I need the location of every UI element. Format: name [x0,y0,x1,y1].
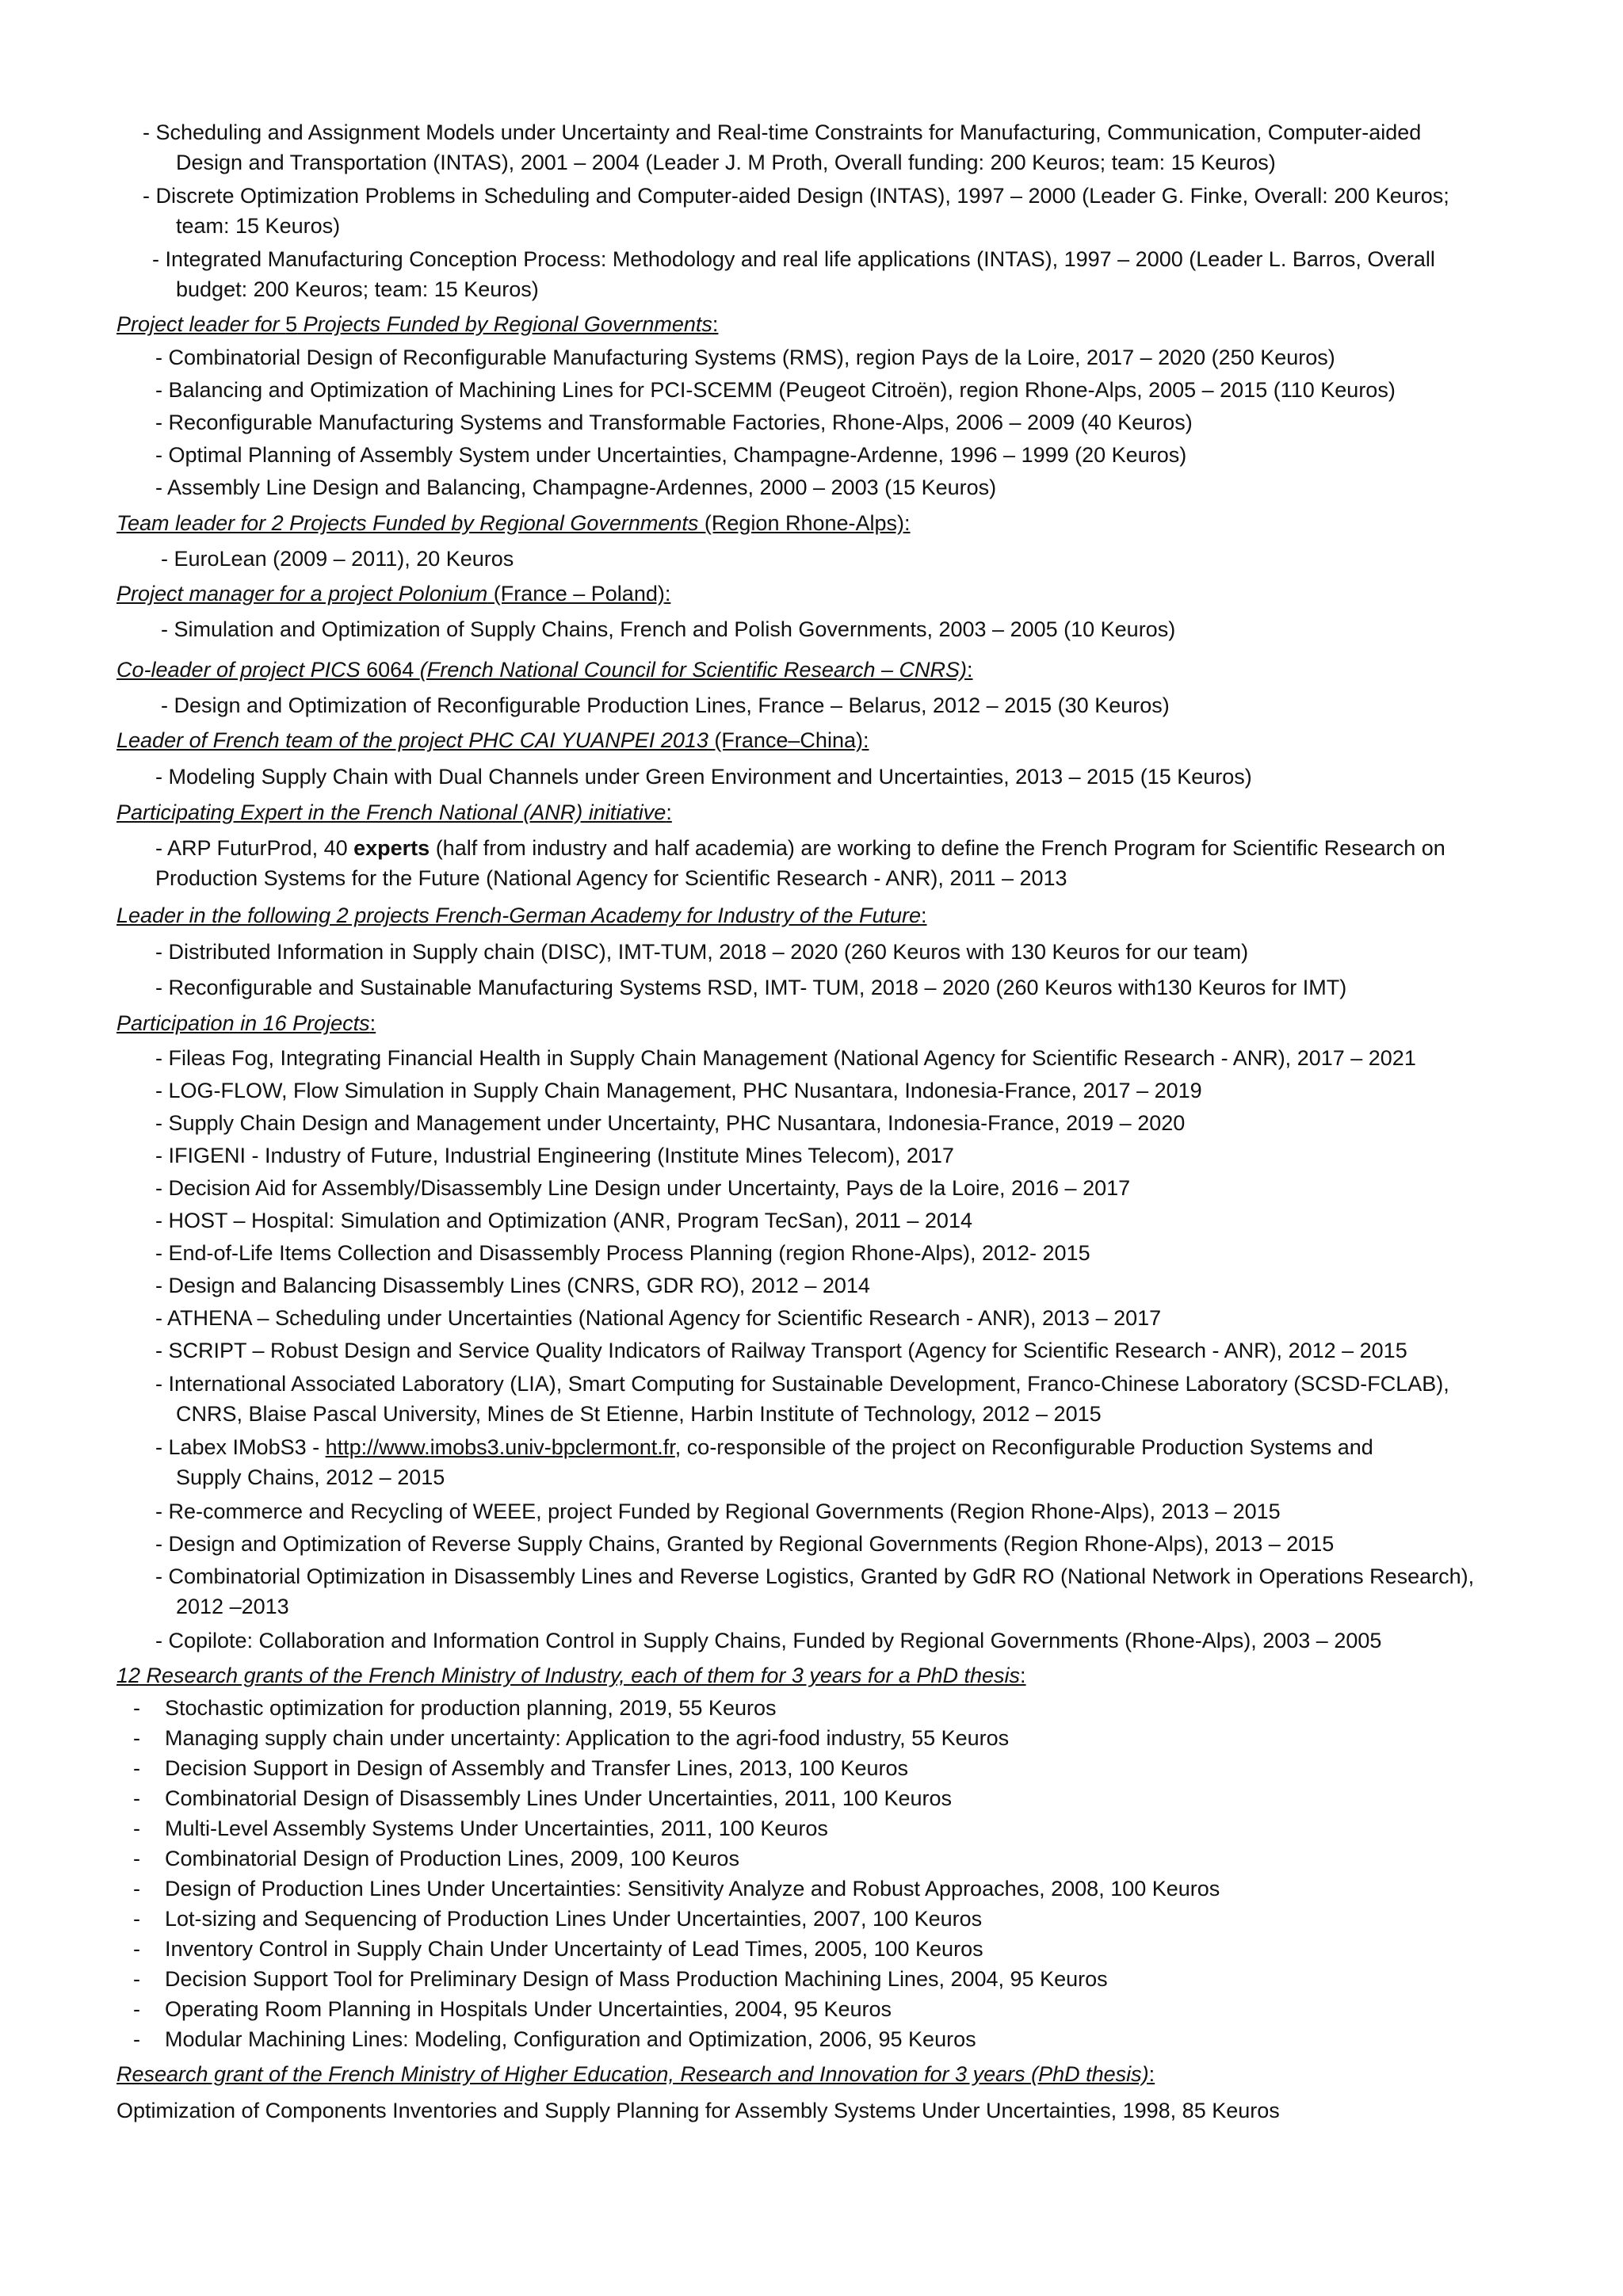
entry-line: Production Systems for the Future (National Agency for Scientific Research - ANR), 2011 – 2013 [155,866,1067,890]
anr-entry [155,833,1515,893]
list-item: - Balancing and Optimization of Machining Lines for PCI-SCEMM (Peugeot Citroën), region Rhone-Alps, 2005 – 2015 (110 Keuros) [155,378,1396,402]
list-item: - Supply Chain Design and Management under Uncertainty, PHC Nusantara, Indonesia-France, 2019 – 2020 [155,1111,1186,1135]
entry-line: Design and Transportation (INTAS), 2001 – 2004 (Leader J. M Proth, Overall funding: 200 Keuros; team: 15 Keuros) [176,151,1276,174]
list-item: - IFIGENI - Industry of Future, Industrial Engineering (Institute Mines Telecom), 2017 [155,1144,954,1167]
grant-item: - Lot-sizing and Sequencing of Production Lines Under Uncertainties, 2007, 100 Keuros [133,1907,983,1931]
entry-line: budget: 200 Keuros; team: 15 Keuros) [176,277,539,301]
grant-item: - Operating Room Planning in Hospitals Under Uncertainties, 2004, 95 Keuros [133,1997,892,2021]
list-item: - Reconfigurable Manufacturing Systems and Transformable Factories, Rhone-Alps, 2006 – 2009 (40 Keuros) [155,411,1193,434]
list-item: - End-of-Life Items Collection and Disassembly Process Planning (region Rhone-Alps), 2012- 2015 [155,1241,1090,1265]
list-item: - Design and Optimization of Reverse Supply Chains, Granted by Regional Governments (Region Rhone-Alps), 2013 – 2015 [155,1532,1335,1556]
grant-item: - Modular Machining Lines: Modeling, Configuration and Optimization, 2006, 95 Keuros [133,2027,976,2051]
grant-item: - Design of Production Lines Under Uncertainties: Sensitivity Analyze and Robust Approaches, 2008, 100 Keuros [133,1877,1220,1901]
grant-item: - Decision Support Tool for Preliminary Design of Mass Production Machining Lines, 2004, 95 Keuros [133,1967,1108,1991]
list-item: - Fileas Fog, Integrating Financial Health in Supply Chain Management (National Agency for Scientific Research - ANR), 2017 – 2021 [155,1046,1416,1070]
entry-line: Supply Chains, 2012 – 2015 [176,1465,445,1489]
section-heading-phc: Leader of French team of the project PHC CAI YUANPEI 2013 (France–China): [116,728,869,752]
labex-link[interactable]: http://www.imobs3.univ-bpclermont.fr [325,1435,675,1459]
entry-line: - International Associated Laboratory (LIA), Smart Computing for Sustainable Development, Franco-Chinese Laboratory (SCSD-FCLAB), [155,1372,1449,1396]
list-item: - Combinatorial Design of Reconfigurable Manufacturing Systems (RMS), region Pays de la Loire, 2017 – 2020 (250 Keuros) [155,346,1335,369]
list-item: - Optimal Planning of Assembly System under Uncertainties, Champagne-Ardenne, 1996 – 1999 (20 Keuros) [155,443,1187,467]
entry-line: team: 15 Keuros) [176,214,341,238]
combi-entry [155,1561,1515,1622]
grant-item: - Stochastic optimization for production planning, 2019, 55 Keuros [133,1696,777,1720]
list-item: - Modeling Supply Chain with Dual Channels under Green Environment and Uncertainties, 2013 – 2015 (15 Keuros) [155,765,1252,789]
section-heading-ministry-higher: Research grant of the French Ministry of Higher Education, Research and Innovation for 3 years (PhD thesis): [116,2062,1155,2086]
entry-line: - Scheduling and Assignment Models under Uncertainty and Real-time Constraints for Manufacturing, Communication, Computer-aided [143,120,1422,144]
section-heading-anr: Participating Expert in the French National (ANR) initiative: [116,800,672,824]
section-heading-team-leader: Team leader for 2 Projects Funded by Regional Governments (Region Rhone-Alps): [116,511,911,535]
section-heading-pics: Co-leader of project PICS 6064 (French National Council for Scientific Research – CNRS): [116,658,973,682]
list-item: - Reconfigurable and Sustainable Manufacturing Systems RSD, IMT- TUM, 2018 – 2020 (260 Keuros with130 Keuros for IMT) [155,976,1347,999]
intas-entry [143,181,1515,241]
grant-item: - Managing supply chain under uncertainty: Application to the agri-food industry, 55 Keuros [133,1726,1010,1750]
list-item: - Assembly Line Design and Balancing, Champagne-Ardennes, 2000 – 2003 (15 Keuros) [155,476,997,499]
labex-entry [155,1432,1515,1492]
entry-line: - Discrete Optimization Problems in Scheduling and Computer-aided Design (INTAS), 1997 – 2000 (Leader G. Finke, Overall: 200 Keuros; [143,184,1449,208]
grant-item: - Combinatorial Design of Disassembly Lines Under Uncertainties, 2011, 100 Keuros [133,1786,953,1810]
lia-entry [155,1369,1515,1429]
section-heading-polonium: Project manager for a project Polonium (France – Poland): [116,582,671,606]
grant-item: Optimization of Components Inventories and Supply Planning for Assembly Systems Under Uncertainties, 1998, 85 Keuros [116,2099,1280,2122]
list-item: - EuroLean (2009 – 2011), 20 Keuros [161,547,514,571]
list-item: - HOST – Hospital: Simulation and Optimization (ANR, Program TecSan), 2011 – 2014 [155,1209,972,1232]
entry-line: CNRS, Blaise Pascal University, Mines de St Etienne, Harbin Institute of Technology, 2012 – 2015 [176,1402,1102,1426]
grant-item: - Combinatorial Design of Production Lines, 2009, 100 Keuros [133,1847,739,1870]
entry-line: - ARP FuturProd, 40 experts (half from industry and half academia) are working to define the French Program for Scientific Research on [155,836,1445,860]
grant-item: - Multi-Level Assembly Systems Under Uncertainties, 2011, 100 Keuros [133,1817,828,1840]
section-heading-participation: Participation in 16 Projects: [116,1011,376,1035]
list-item: - LOG-FLOW, Flow Simulation in Supply Chain Management, PHC Nusantara, Indonesia-France, 2017 – 2019 [155,1079,1202,1102]
list-item: - Copilote: Collaboration and Information Control in Supply Chains, Funded by Regional Governments (Rhone-Alps), 2003 – 2005 [155,1629,1382,1652]
list-item: - Re-commerce and Recycling of WEEE, project Funded by Regional Governments (Region Rhone-Alps), 2013 – 2015 [155,1499,1281,1523]
section-heading-regional: Project leader for 5 Projects Funded by Regional Governments: [116,312,719,336]
entry-line: - Labex IMobS3 - http://www.imobs3.univ-bpclermont.fr, co-responsible of the project on Reconfigurable Production Systems and [155,1435,1373,1459]
entry-line: - Integrated Manufacturing Conception Process: Methodology and real life applications (INTAS), 1997 – 2000 (Leader L. Barros, Overall [152,247,1435,271]
section-heading-french-german: Leader in the following 2 projects French-German Academy for Industry of the Future: [116,904,927,927]
list-item: - Distributed Information in Supply chain (DISC), IMT-TUM, 2018 – 2020 (260 Keuros with 130 Keuros for our team) [155,940,1249,964]
grant-item: - Inventory Control in Supply Chain Under Uncertainty of Lead Times, 2005, 100 Keuros [133,1937,983,1961]
entry-line: 2012 –2013 [176,1595,289,1618]
grant-item: - Decision Support in Design of Assembly and Transfer Lines, 2013, 100 Keuros [133,1756,909,1780]
intas-entry [143,117,1515,178]
list-item: - ATHENA – Scheduling under Uncertainties (National Agency for Scientific Research - ANR), 2013 – 2017 [155,1306,1162,1330]
list-item: - Decision Aid for Assembly/Disassembly Line Design under Uncertainty, Pays de la Loire, 2016 – 2017 [155,1176,1131,1200]
intas-entry [152,244,1515,304]
bold-experts: experts [353,836,430,860]
entry-line: - Combinatorial Optimization in Disassembly Lines and Reverse Logistics, Granted by GdR RO (National Network in Operations Research), [155,1564,1475,1588]
list-item: - Simulation and Optimization of Supply Chains, French and Polish Governments, 2003 – 2005 (10 Keuros) [161,617,1176,641]
list-item: - SCRIPT – Robust Design and Service Quality Indicators of Railway Transport (Agency for Scientific Research - ANR), 2012 – 2015 [155,1339,1407,1362]
list-item: - Design and Optimization of Reconfigurable Production Lines, France – Belarus, 2012 – 2015 (30 Keuros) [161,693,1170,717]
list-item: - Design and Balancing Disassembly Lines (CNRS, GDR RO), 2012 – 2014 [155,1274,870,1297]
section-heading-ministry-industry: 12 Research grants of the French Ministry of Industry, each of them for 3 years for a PhD thesis: [116,1664,1026,1687]
